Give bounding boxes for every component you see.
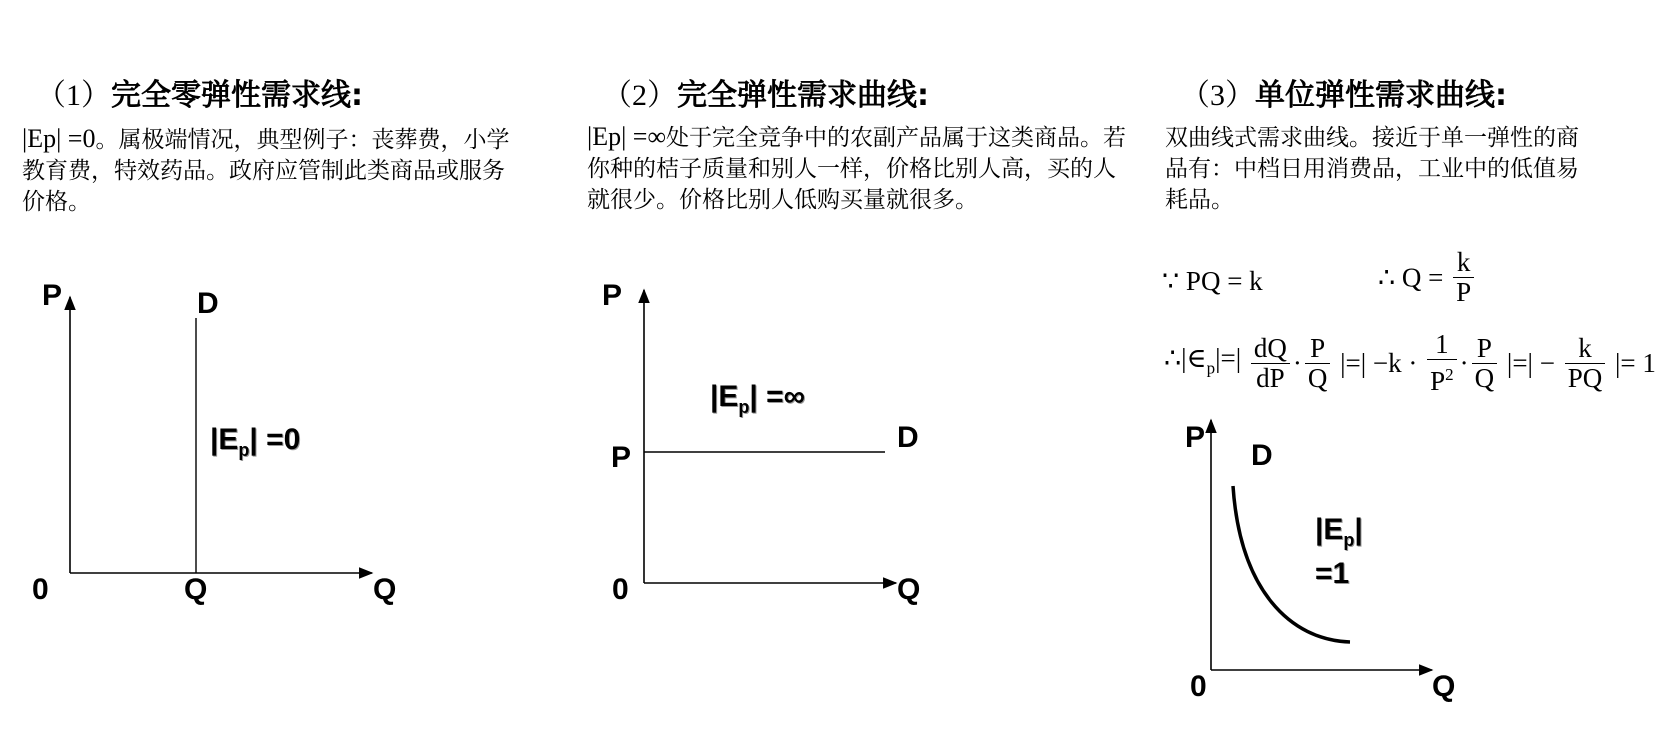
panel3-ep-main: |E [1315,513,1344,546]
panel2-ep-formula: |Ep| =∞ [587,122,666,151]
panel1-q-label: Q [184,573,208,606]
fraction-dp: dP [1251,363,1290,393]
panel2-p-label: P [611,441,632,474]
panel1-description-text: 。属极端情况，典型例子：丧葬费，小学教育费，特效药品。政府应管制此类商品或服务价格。 [22,127,510,215]
chain-bars: |=| [1215,342,1242,373]
formula-therefore-q [1378,248,1477,307]
panel2-ep-sub: p [738,397,750,417]
fraction-p-den: P [1453,277,1474,307]
panel1-curve-label: D [197,287,219,320]
fraction-dq-dp [1251,334,1290,393]
chain-mid: |=| −k · [1340,348,1418,378]
panel3-origin-label: 0 [1190,670,1207,703]
panel3-ep-rest: | [1354,513,1363,546]
panel1-ep-rest: | =0 [249,423,301,456]
fraction-p2: P [1430,366,1446,396]
panel2-description [587,121,1132,216]
panel1-origin-label: 0 [32,573,49,606]
panel2-y-axis-label: P [602,279,623,312]
fraction-k-num: k [1456,247,1471,277]
panel1-title-text: 完全零弹性需求线: [111,78,363,113]
panel2-title-text: 完全弹性需求曲线: [677,78,929,113]
fraction-p-num: P [1310,332,1326,363]
panel2-curve-label: D [897,421,919,454]
panel3-title-number: （3） [1180,79,1255,112]
panel1-ep-main: |E [210,423,239,456]
panel3-x-axis-label: Q [1432,670,1456,703]
fraction-sq: 2 [1445,365,1454,384]
panel1-ep-sub: p [238,440,250,460]
chain-result: |= 1 [1614,348,1656,378]
panel1-x-axis-label: Q [373,573,397,606]
panel3-y-axis-label: P [1185,421,1206,454]
panel3-title [1180,78,1507,114]
fraction-p-q-2 [1472,334,1498,393]
formula-elasticity-chain: $\therefore|\in_p|=|$ $\frac{dQ}{dP}$ · $\frac{P}{Q}$ |=| −k · $\frac{1}{P^2}$ · $\frac{P}{Q}$ |=| − $\frac{k}{PQ}$ |= 1 [1164,329,1656,396]
fraction-k-pq [1565,334,1606,393]
panel3-title-text: 单位弹性需求曲线: [1255,78,1507,113]
formula-because: ∵ PQ = k [1162,266,1263,296]
panel3-description: 双曲线式需求曲线。接近于单一弹性的商品有：中档日用消费品，工业中的低值易耗品。 [1165,125,1579,213]
panel3-ep-line2: =1 [1315,557,1350,590]
fraction-k-over-p [1453,248,1474,307]
fraction-k-num-2: k [1578,332,1592,363]
panel2-title [602,78,929,114]
fraction-q-den: Q [1305,363,1331,393]
fraction-p-num-2: P [1476,332,1492,363]
fraction-p-q [1305,334,1331,393]
panel1-ep-formula: |Ep| =0 [22,124,96,153]
fraction-q-den-2: Q [1472,363,1498,393]
fraction-one: 1 [1435,329,1449,359]
panel3-ep-sub: p [1343,530,1355,550]
fraction-dq: dQ [1253,332,1287,363]
panel3-elasticity-label [1315,513,1363,591]
panel1-y-axis-label: P [42,279,63,312]
panel1-elasticity-label [210,423,300,461]
panel2-description-text: 处于完全竞争中的农副产品属于这类商品。若你种的桔子质量和别人一样，价格比别人高，买的人就很少。价格比别人低购买量就很多。 [587,125,1126,213]
panel2-title-number: （2） [602,79,677,112]
panel2-ep-main: |E [710,380,739,413]
fraction-one-p2 [1427,330,1457,396]
chain-start: ∴|∈ [1164,342,1207,373]
panel2-origin-label: 0 [612,573,629,606]
panel2-ep-rest: | =∞ [749,380,806,413]
fraction-pq-den: PQ [1565,363,1606,393]
panel2-elasticity-label [710,380,805,418]
panel2-x-axis-label: Q [897,573,921,606]
panel3-curve-label: D [1251,439,1273,472]
chain-end-pre: |=| − [1506,348,1555,378]
chain-sub: p [1206,358,1216,378]
formula-therefore-q-lhs: ∴ Q = [1378,262,1444,293]
panel1-title-number: （1） [36,79,111,112]
